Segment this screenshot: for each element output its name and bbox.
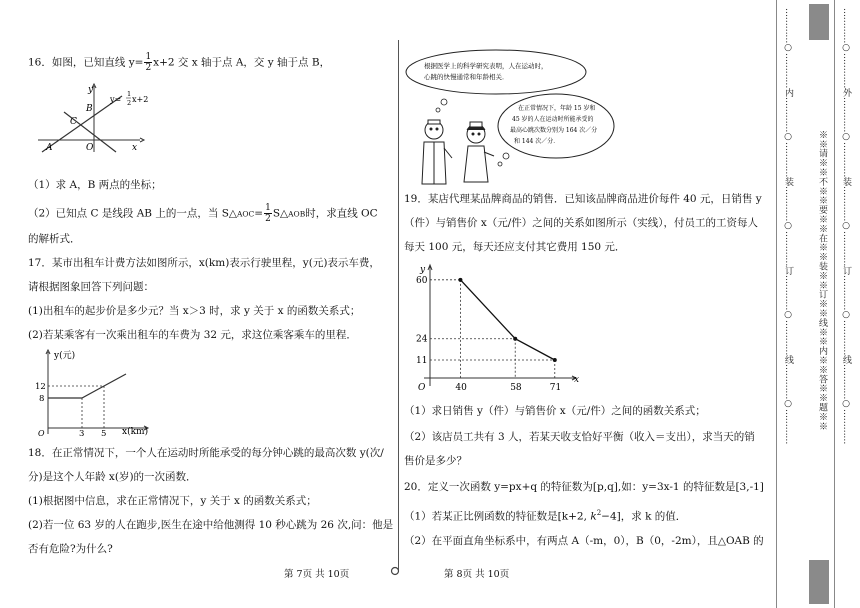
q20-line1: 20．定义一次函数 y=px+q 的特征数为[p,q],如：y=3x-1 的特征数是[3,-1] bbox=[404, 481, 764, 493]
q16-part2-fraction: $\frac{1}{2}$ bbox=[265, 203, 271, 224]
q20-part2: （2）在平面直角坐标系中，有两点 A（-m，0），B（0，-2m），且△OAB 的 bbox=[404, 535, 764, 547]
x-axis-label: x bbox=[574, 375, 580, 385]
q16-eq-tail: x+2 bbox=[132, 95, 149, 104]
data-point-0 bbox=[458, 278, 462, 282]
q20-part1: （1）若某正比例函数的特征数是[k+2, $k^2-4$]，求 k 的值． bbox=[404, 509, 687, 523]
q16-part2: （2）已知点 C 是线段 AB 上的一点，当 S△AOC= $\frac{1}{2}$ S△AOB时，求直线 OC bbox=[28, 203, 378, 224]
q18-part1: (1)根据图中信息，求在正常情况下，y 关于 x 的函数关系式； bbox=[28, 495, 317, 507]
q16-c-label: C bbox=[70, 117, 77, 127]
bubble2-line1: 在正常情况下，年龄 15 岁和 bbox=[518, 105, 596, 112]
doctor-nurse-cartoon bbox=[404, 44, 616, 186]
series-line bbox=[460, 280, 554, 360]
margin-inner-dotted-line: …………○…………内…………○…………装…………○…………订…………○…………线…………○………… bbox=[783, 8, 793, 445]
q16-eq-num: 1 bbox=[127, 90, 132, 98]
q16-b-label: B bbox=[86, 104, 93, 114]
q16-eq-label: y= bbox=[110, 95, 122, 104]
q19-part1: （1）求日销售 y（件）与销售价 x（元/件）之间的函数关系式； bbox=[404, 405, 706, 417]
margin-outer-dotted-line: …………○…………外…………○…………装…………○…………订…………○…………线…………○………… bbox=[841, 8, 851, 445]
q16-eq-den: 2 bbox=[127, 99, 132, 107]
q16-line1: 16．如图，已知直线 y= $\frac{1}{2}$ x+2 交 x 轴于点 A，交 y 轴于点 B， bbox=[28, 52, 331, 73]
bubble1-line2: 心跳的快慢通常和年龄相关． bbox=[424, 73, 509, 81]
data-point-2 bbox=[553, 358, 557, 362]
margin-outer-border bbox=[834, 0, 835, 608]
q17-tick-8: 8 bbox=[39, 394, 45, 404]
y-axis-label: y bbox=[420, 265, 426, 275]
center-binding-hole bbox=[389, 565, 401, 577]
y-tick-label-2: 11 bbox=[416, 356, 428, 366]
q17-part2: (2)若某乘客有一次乘出租车的车费为 32 元，求这位乘客乘车的里程． bbox=[28, 329, 357, 341]
x-tick-label-1: 58 bbox=[510, 383, 522, 393]
q19-sales-chart bbox=[404, 262, 584, 392]
q16-y-label: y bbox=[88, 85, 94, 95]
bubble2-line3: 最高心跳次数分别为 164 次／分 bbox=[510, 127, 598, 134]
speech-bubble-1 bbox=[406, 50, 586, 94]
nurse-figure bbox=[464, 122, 494, 182]
q17-line2: 请根据图象回答下列问题： bbox=[28, 281, 154, 293]
q18-part2-line1: (2)若一位 63 岁的人在跑步,医生在途中给他测得 10 秒心跳为 26 次,问：他是 bbox=[28, 519, 394, 531]
margin-gray-bar-bottom bbox=[809, 560, 829, 604]
q18-line2: 分)是这个人年龄 x(岁)的一次函数． bbox=[28, 471, 197, 483]
q17-tick-3: 3 bbox=[79, 429, 85, 439]
q16-line-ab bbox=[42, 96, 122, 152]
bubble2-line2: 45 岁的人在运动时所能承受的 bbox=[512, 116, 594, 123]
q17-part1: (1)出租车的起步价是多少元？当 x＞3 时，求 y 关于 x 的函数关系式； bbox=[28, 305, 361, 317]
q16-part2-line2: 的解析式． bbox=[28, 233, 81, 245]
q17-line1: 17．某市出租车计费方法如图所示，x(km)表示行驶里程，y(元)表示车费， bbox=[28, 257, 380, 269]
q16-graph bbox=[36, 82, 149, 154]
speech-bubble-2 bbox=[498, 94, 614, 158]
bubble2-line4: 和 144 次／分． bbox=[514, 138, 560, 145]
q16-x-label: x bbox=[132, 143, 138, 153]
q17-origin: O bbox=[38, 429, 45, 438]
q16-a-label: A bbox=[46, 143, 53, 153]
q16-o-label: O bbox=[86, 143, 94, 153]
q16-part1: （1）求 A，B 两点的坐标； bbox=[28, 179, 162, 191]
left-page-footer: 第 7页 共 10页 bbox=[284, 569, 350, 580]
q17-graph bbox=[28, 346, 158, 439]
q17-ylabel: y(元) bbox=[54, 351, 76, 361]
x-tick-label-2: 71 bbox=[549, 383, 562, 393]
doctor-figure bbox=[422, 120, 452, 184]
q19-part2-line2: 售价是多少？ bbox=[404, 455, 467, 467]
q17-fare-line bbox=[48, 374, 126, 398]
binding-margin bbox=[776, 0, 860, 608]
margin-gray-bar-top bbox=[809, 4, 829, 40]
q19-part2-line1: （2）该店员工共有 3 人，若某天收支恰好平衡（收入＝支出），求当天的销 bbox=[404, 431, 755, 443]
origin-label: O bbox=[418, 383, 426, 393]
margin-notice: ※※请※※不※※要※※在※※装※※订※※线※※内※※答※※题※※ bbox=[817, 130, 827, 431]
q18-part2-line2: 否有危险?为什么? bbox=[28, 543, 113, 555]
y-tick-label-1: 24 bbox=[416, 334, 428, 345]
x-tick-label-0: 40 bbox=[455, 383, 467, 393]
bubble1-line1: 根据医学上的科学研究表明，人在运动时， bbox=[424, 62, 548, 70]
q16-x-arrow bbox=[140, 138, 144, 142]
y-tick-label-0: 60 bbox=[416, 275, 428, 286]
q19-line2: （件）与销售价 x（元/件）之间的关系如图所示（实线），付员工的工资每人 bbox=[404, 217, 759, 229]
q17-tick-12: 12 bbox=[35, 382, 46, 392]
column-divider bbox=[398, 40, 399, 572]
q17-xlabel: x(km) bbox=[122, 427, 149, 437]
q19-line3: 每天 100 元，每天还应支付其它费用 150 元． bbox=[404, 241, 626, 253]
data-point-1 bbox=[513, 337, 517, 341]
q19-line1: 19．某店代理某品牌商品的销售．已知该品牌商品进价每件 40 元，日销售 y bbox=[404, 193, 762, 205]
q16-fraction: $\frac{1}{2}$ bbox=[145, 52, 152, 73]
q18-line1: 18．在正常情况下，一个人在运动时所能承受的每分钟心跳的最高次数 y(次/ bbox=[28, 447, 384, 459]
right-page-footer: 第 8页 共 10页 bbox=[444, 569, 510, 580]
q17-tick-5: 5 bbox=[101, 429, 107, 439]
